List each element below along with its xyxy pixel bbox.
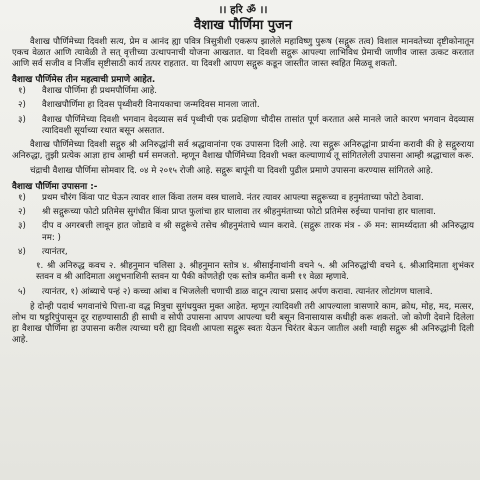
item-number: २) bbox=[18, 207, 26, 218]
item-text: वैशाख पौर्णिमा ही प्रथमपौर्णिमा आहे. bbox=[42, 86, 158, 97]
list-item bbox=[12, 207, 474, 218]
list-item bbox=[12, 221, 474, 243]
stotra-list: १. श्री अनिरुद्ध कवच २. श्रीहनुमान चलिसा ३. श्रीहनुमान स्तोत्र ४. श्रीसाईनाथांनी वचने ५. श्री अनिरुद्धांची वचने ६. श्रीआदिमाता शुभंकर स्तवन व श्री आदिमाता अशुभनाशिनी स्तवन या पैकी कोणतेही एक स्तोत्र कमीत कमी ११ वेळा म्हणावे. bbox=[36, 261, 474, 283]
date-paragraph: चंद्राची वैशाख पौर्णिमा सोमवार दि. ०४ मे २०१५ रोजी आहे. सद्गुरू बापूंनी या दिवशी पुढील प्रमाणे उपासना करण्यास सांगितले आहे. bbox=[30, 166, 434, 177]
item-number: १) bbox=[18, 193, 26, 204]
list-item bbox=[12, 100, 474, 111]
item-text: वैशाखपौर्णिमा हा दिवस पृथ्वीवरी विनायकाचा जन्मदिवस मानला जातो. bbox=[42, 100, 260, 111]
item-text: वैशाख पौर्णिमेच्या दिवशी भगवान वेदव्यास सर्व पृथ्वीची एक प्रदक्षिणा चौदीस तासांत पूर्ण करतात असे मानले जाते कारण भगवान वेदव्यास त्यादिवशी सूर्याच्या रथात बसून असतात. bbox=[42, 114, 474, 136]
item-text: त्यानंतर, १) आंब्याचे पन्हं २) कच्चा आंबा व भिजलेली चणाची डाळ वाटून त्याचा प्रसाद अर्पण करावा. त्यानंतर लोटांगण घालावे. bbox=[42, 287, 433, 298]
page-title: वैशाख पौर्णिमा पुजन bbox=[193, 18, 293, 33]
closing-paragraph: हे दोन्ही पदार्थ भगवानांचे पित्ता-वा वद्ध मित्रुचा सुगंधयुक्त मुक्त आहेत. म्हणून त्यादिवशी तरी आपल्याला त्रासणारे काम, क्रोध, मोह, मद, मत्सर, लोभ या षड्ररिपुंपासून दूर राहण्यासाठी ही साधी व सोपी उपासना आपण आपल्या घरी बसून विनासायास कधीही करू शकतो. जो कोणी देवाने दिलेला हा वैशाख पौर्णिमा हा उपासना करील त्याच्या घरी ह्या दिवशी आपला सद्गुरू स्वतः येऊन चिरंतर बेऊन जातील अशी ग्वाही सद्गुरू श्री अनिरुद्धांनी दिली आहे. bbox=[12, 301, 474, 346]
method-heading: वैशाख पौर्णिमा उपासना :- bbox=[12, 181, 98, 192]
list-item bbox=[12, 193, 474, 204]
upasana-paragraph: वैशाख पौर्णिमेच्या दिवशी सद्गुरु श्री अनिरुद्धांनी सर्व श्रद्धावानांना एक उपासना दिली आहे. त्या सद्गुरू अनिरुद्धांना प्रार्थना करावी की हे सद्गुरुराया अनिरुद्धा, तुझी प्रत्येक आज्ञा हाच आम्ही धर्म समजतो. म्हणून वैशाख पौर्णिमेच्या दिवशी भक्त कल्याणार्थ तू सांगितलेली उपासना आम्ही श्रद्धाचाल करू. bbox=[12, 139, 474, 162]
item-text: दीप व अगरबत्ती लावून हात जोडावे व श्री सद्गुरूंचे तसेच श्रीहनुमंताचे ध्यान करावे. (सद्गुरू तारक मंत्र - ॐ मन: सामर्थ्यदाता श्री अनिरुद्धाय नम: ) bbox=[42, 221, 474, 243]
item-text: त्यानंतर, bbox=[42, 246, 68, 257]
intro-paragraph: वैशाख पौर्णिमेच्या दिवशी सत्य, प्रेम व आनंद ह्या पवित्र त्रिसुत्रीशी एकरूप झालेले महाविष्णु पुरूष (सद्गुरू तत्व) विशाल मानवतेच्या दृष्टीकोनातून एकच वेळात आणि त्यावेळी ते सत् वृत्तीच्या उत्थापनाची योजना आखतात. या दिवशी सद्गुरू आपल्या लाभिविध प्रेमाची जाणीव जास्त उत्कट करतात आणि सर्व सजीव व निर्जीव सृष्टीसाठी कार्य तत्पर राहतात. या दिवशी आपण सद्गुरू कडून जास्तीत जास्त स्वहित मिळवू शकतो. bbox=[12, 37, 474, 70]
item-number: ४) bbox=[18, 246, 26, 257]
significance-heading: वैशाख पौर्णिमेस तीन महत्वाची प्रमाणे आहेत. bbox=[12, 74, 156, 85]
item-number: २) bbox=[18, 100, 26, 111]
document-body bbox=[12, 2, 474, 350]
item-text: श्री सद्गुरूच्या फोटो प्रतिमेस सुगंधीत किंवा प्राप्त फुलांचा हार घालावा तर श्रीहनुमंताच्या फोटो प्रतिमेस रुईच्या पानांचा हार घालावा. bbox=[42, 207, 436, 218]
item-number: १) bbox=[18, 86, 26, 97]
list-item bbox=[12, 287, 474, 298]
list-item bbox=[12, 86, 474, 97]
list-item bbox=[12, 115, 474, 137]
item-text: प्रथम चौरंग किंवा पाट घेऊन त्यावर शाल किंवा तलम वस्त्र घालावे. नंतर त्यावर आपल्या सद्गुरूच्या व हनुमंताच्या फोटो ठेवावा. bbox=[42, 193, 424, 204]
item-number: ३) bbox=[18, 221, 26, 232]
item-number: ३) bbox=[18, 114, 26, 125]
invocation: ।। हरि ॐ ।। bbox=[218, 4, 268, 16]
list-item bbox=[12, 247, 474, 258]
item-number: ५) bbox=[18, 287, 26, 298]
